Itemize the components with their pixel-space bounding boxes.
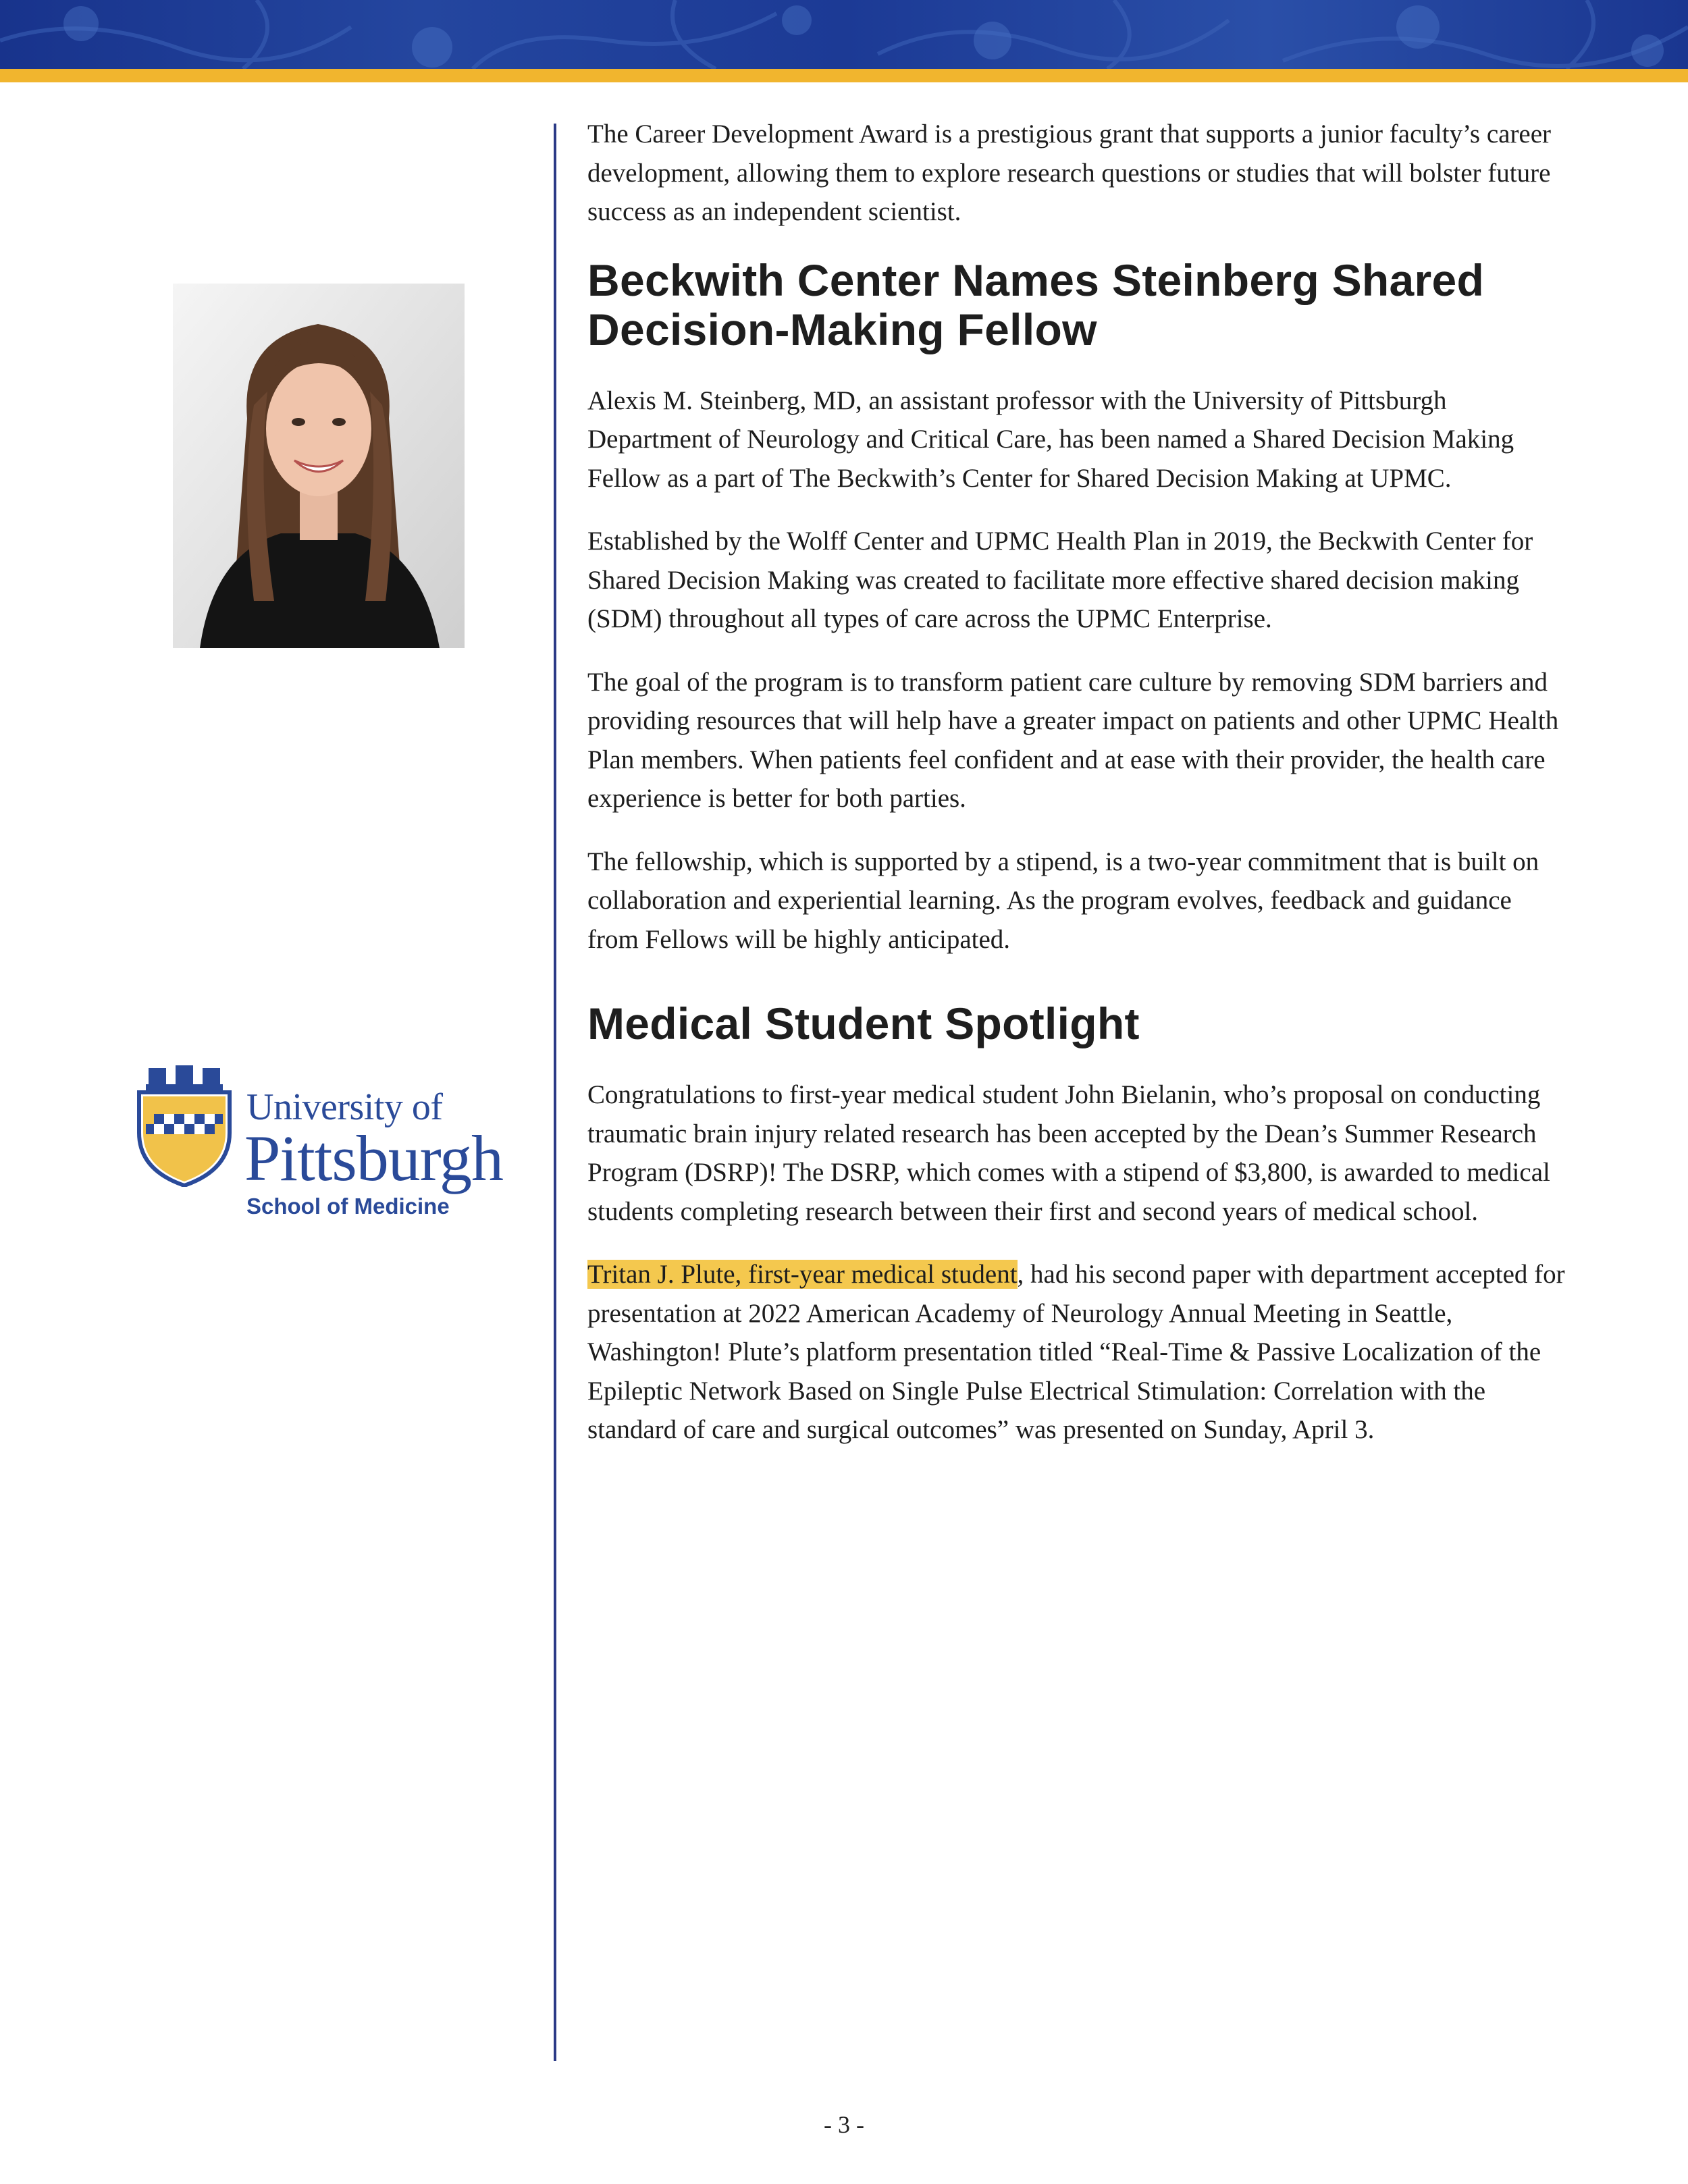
section-title-beckwith: Beckwith Center Names Steinberg Shared Decision-Making Fellow	[587, 255, 1485, 354]
spotlight-paragraph-1: Congratulations to first-year medical student John Bielanin, who’s proposal on conducting traumatic brain injury related research has been accepted by the Dean’s Summer Research Program (DSRP)! The DSRP, which comes with a stipend of $3,800, is awarded to medical students completing research between their first and second years of medical school.	[587, 1080, 1550, 1226]
spotlight-paragraph-2-text: , had his second paper with department accepted for presentation at 2022 American Academy of Neurology Annual Meeting in Seattle, Washington! Plute’s platform presentation titled “Real-Time & Passive Localization of the Epileptic Network Based on Single Pulse Electrical Stimulation: Correlation with the standard of care and surgical outcomes” was presented on Sunday, April 3.	[587, 1260, 1565, 1444]
article-column	[587, 115, 1566, 1474]
beckwith-paragraph-1: Alexis M. Steinberg, MD, an assistant professor with the University of Pittsburgh Department of Neurology and Critical Care, has been named a Shared Decision Making Fellow as a part of The Beckwith’s Center for Shared Decision Making at UPMC.	[587, 385, 1514, 493]
pitt-som-logo	[128, 1065, 520, 1234]
beckwith-paragraph-4: The fellowship, which is supported by a stipend, is a two-year commitment that is built on collaboration and experiential learning. As the program evolves, feedback and guidance from Fellows will be highly anticipated.	[587, 847, 1539, 954]
header-gold-stripe	[0, 69, 1688, 82]
spotlight-paragraph-2	[587, 1255, 1566, 1449]
neuron-pattern	[0, 0, 1688, 69]
logo-text-school-of-medicine: School of Medicine	[246, 1194, 450, 1219]
beckwith-paragraph-3: The goal of the program is to transform patient care culture by removing SDM barriers and providing resources that will help have a greater impact on patients and other UPMC Health Plan members. When patients feel confident and at ease with their provider, the health care experience is better for both parties.	[587, 667, 1559, 813]
beckwith-paragraph-2: Established by the Wolff Center and UPMC Health Plan in 2019, the Beckwith Center for Shared Decision Making was created to facilitate more effective shared decision making (SDM) throughout all types of care across the UPMC Enterprise.	[587, 527, 1533, 633]
logo-text-university-of: University of	[246, 1086, 443, 1128]
page-number: - 3 -	[824, 2111, 864, 2138]
header-banner	[0, 0, 1688, 69]
highlighted-name: Tritan J. Plute, first-year medical student	[587, 1260, 1018, 1289]
pitt-shield-icon	[134, 1065, 235, 1187]
logo-text-pittsburgh: Pittsburgh	[244, 1122, 503, 1194]
section-title-student-spotlight: Medical Student Spotlight	[587, 998, 1140, 1048]
intro-paragraph: The Career Development Award is a prestigious grant that supports a junior faculty’s career development, allowing them to explore research questions or studies that will bolster future success as an independent scientist.	[587, 119, 1552, 226]
portrait-illustration	[173, 284, 465, 648]
portrait-photo	[173, 284, 465, 648]
column-divider	[554, 124, 556, 2061]
